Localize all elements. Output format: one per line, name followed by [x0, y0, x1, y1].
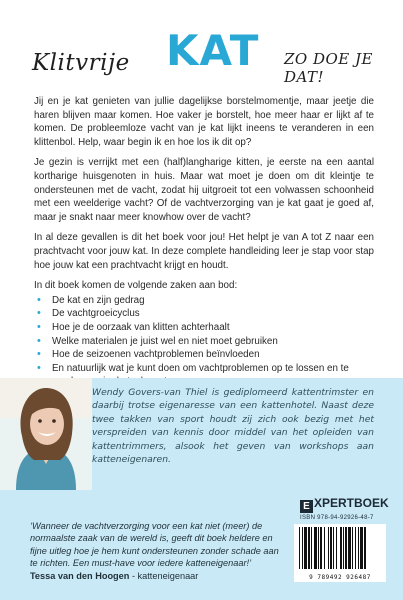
barcode-bars: [294, 524, 386, 572]
book-title: [28, 24, 388, 86]
publisher-mark: E: [300, 500, 313, 513]
barcode-number: 9 789492 926487: [309, 574, 371, 581]
list-item: • De vachtgroeicyclus: [34, 307, 374, 321]
paragraph: Jij en je kat genieten van jullie dagelijkse borstelmomentje, maar jeetje die haren blijven maar komen. Hoe vaker je borstelt, hoe meer haar er lijkt af te komen. De probleemloze vacht van je kat lijkt ineens te veranderen in een klittenbol. Help, waar begin ik en hoe los ik dit op?: [34, 96, 374, 148]
list-item: • Hoe je de oorzaak van klitten achterhaalt: [34, 321, 374, 335]
title-kat: KAT: [166, 26, 260, 75]
author-bio: Wendy Govers-van Thiel is gediplomeerd kattentrimster en daarbij trotse eigenaresse van een kattenhotel. Naast deze twee takken van sport houdt zij zich ook bezig met het verspreiden van kennis door middel van het opleiden van kattentrimmers, alsook het geven van workshops aan katteneigenaren.: [92, 387, 374, 466]
paragraph: In dit boek komen de volgende zaken aan bod:: [34, 280, 238, 292]
list-item: • Hoe de seizoenen vachtproblemen beïnvloeden: [34, 348, 374, 362]
isbn-label: ISBN 978-94-92926-48-7: [300, 515, 374, 521]
publisher-name: XPERTBOEK: [314, 496, 389, 510]
quote-text: ‘Wanneer de vachtverzorging voor een kat niet (meer) de normaalste zaak van de wereld is, geeft dit boek heldere en fijne uitleg hoe je hem kunt ondersteunen zonder schade aan te richten. Een must-have voor iedere katteneigenaar!’: [30, 521, 279, 569]
list-item: • En natuurlijk wat je kunt doen om vachtproblemen op te lossen en te: [34, 362, 374, 389]
quote-author: Tessa van den Hoogen: [30, 570, 130, 581]
paragraph: In al deze gevallen is dit het boek voor jou! Het helpt je van A tot Z naar een prachtvacht voor jouw kat. In deze complete handleiding leer je stap voor stap hoe jouw kat een prachtvacht krijgt en houdt.: [34, 232, 374, 271]
review-quote: [30, 520, 286, 582]
topic-list: [34, 294, 374, 389]
list-item: • De kat en zijn gedrag: [34, 294, 374, 308]
barcode: [294, 524, 386, 582]
paragraph: Je gezin is verrijkt met een (half)langharige kitten, je eerste na een aantal kortharige huisgenoten in huis. Maar wat moet je doen om dit kleintje te ondersteunen met de vacht, zodat hij uitgroeit tot een volwassen schoonheid met een weelderige vacht? Of de vachtverzorging van je kat gaat je goed af, maar je snakt naar meer knowhow over de vacht?: [34, 157, 374, 223]
author-photo: [0, 378, 92, 490]
blurb: [34, 95, 374, 389]
author-panel: [0, 378, 403, 600]
list-item: • Welke materialen je juist wel en niet moet gebruiken: [34, 335, 374, 349]
title-script: Klitvrije: [32, 50, 130, 76]
quote-role: - katteneigenaar: [129, 570, 199, 581]
publisher-logo: [300, 496, 389, 513]
title-subtitle: ZO DOE JE DAT!: [284, 50, 373, 86]
